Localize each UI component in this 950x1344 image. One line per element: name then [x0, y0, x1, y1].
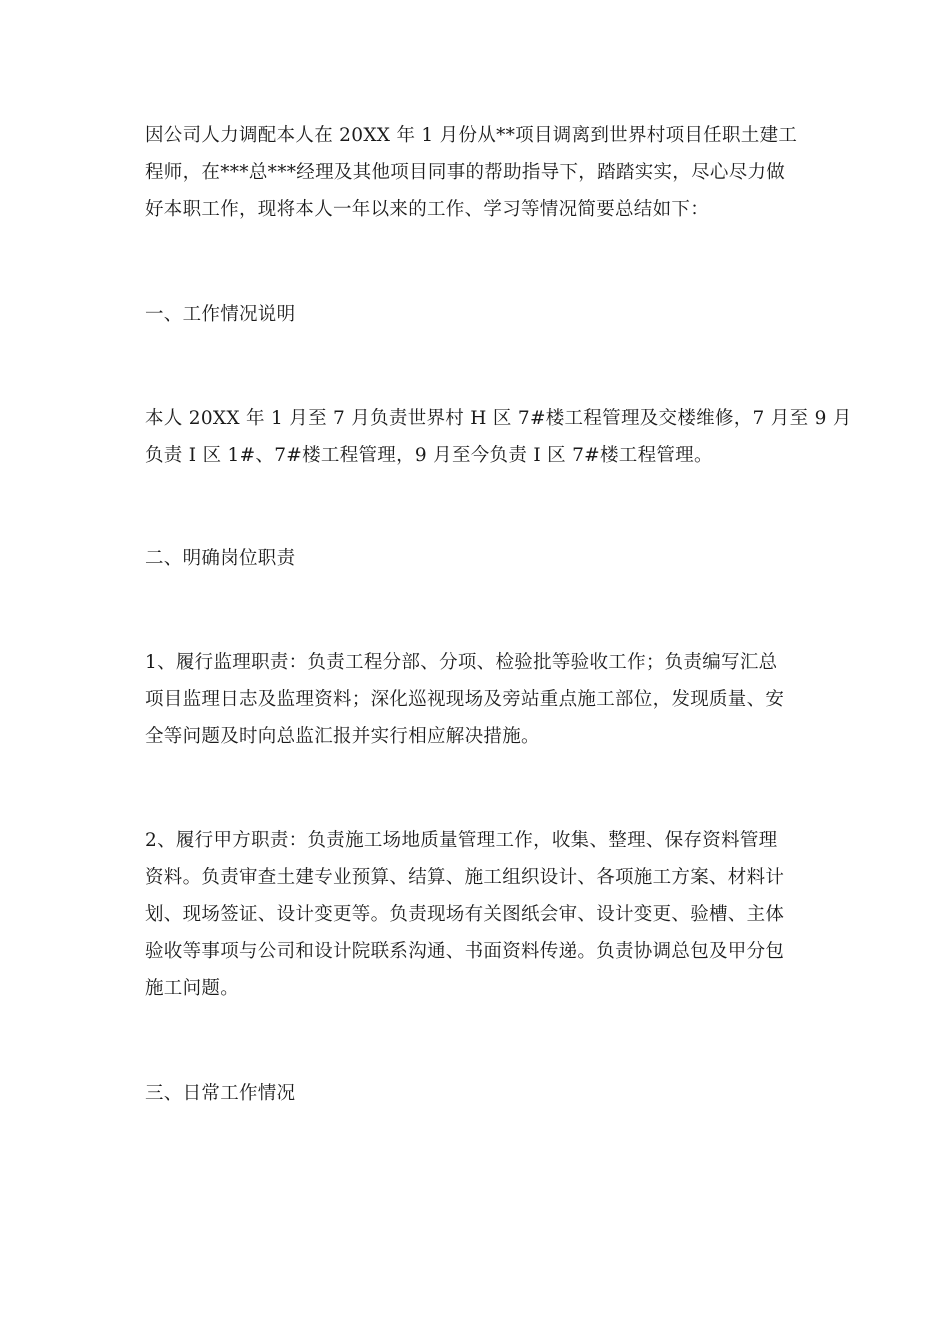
text-line: 程师，在***总***经理及其他项目同事的帮助指导下，踏踏实实，尽心尽力做	[145, 162, 786, 183]
text-line: 验收等事项与公司和设计院联系沟通、书面资料传递。负责协调总包及甲分包	[145, 941, 785, 962]
heading-text: 三、日常工作情况	[145, 1083, 296, 1104]
text-line: 因公司人力调配本人在 20XX 年 1 月份从**项目调离到世界村项目任职土建工	[145, 125, 798, 146]
duty-owner-paragraph	[145, 822, 810, 1007]
section-heading-job-duties	[145, 540, 810, 577]
duty-supervision-paragraph	[145, 644, 810, 755]
text-line: 施工问题。	[145, 978, 240, 999]
text-line: 划、现场签证、设计变更等。负责现场有关图纸会审、设计变更、验槽、主体	[145, 904, 785, 925]
text-line: 资料。负责审查土建专业预算、结算、施工组织设计、各项施工方案、材料计	[145, 867, 785, 888]
section-heading-work-overview	[145, 296, 810, 333]
text-line: 全等问题及时向总监汇报并实行相应解决措施。	[145, 726, 540, 747]
work-overview-paragraph	[145, 400, 852, 474]
text-line: 2、履行甲方职责：负责施工场地质量管理工作，收集、整理、保存资料管理	[145, 830, 778, 851]
text-line: 1、履行监理职责：负责工程分部、分项、检验批等验收工作；负责编写汇总	[145, 652, 778, 673]
heading-text: 一、工作情况说明	[145, 304, 296, 325]
heading-text: 二、明确岗位职责	[145, 548, 296, 569]
text-line: 负责 I 区 1#、7#楼工程管理，9 月至今负责 I 区 7#楼工程管理。	[145, 445, 713, 466]
section-heading-daily-work	[145, 1075, 810, 1112]
text-line: 本人 20XX 年 1 月至 7 月负责世界村 H 区 7#楼工程管理及交楼维修，7 月至 9 月	[145, 408, 852, 429]
intro-paragraph	[145, 117, 810, 228]
text-line: 好本职工作，现将本人一年以来的工作、学习等情况简要总结如下：	[145, 199, 710, 220]
text-line: 项目监理日志及监理资料；深化巡视现场及旁站重点施工部位，发现质量、安	[145, 689, 785, 710]
